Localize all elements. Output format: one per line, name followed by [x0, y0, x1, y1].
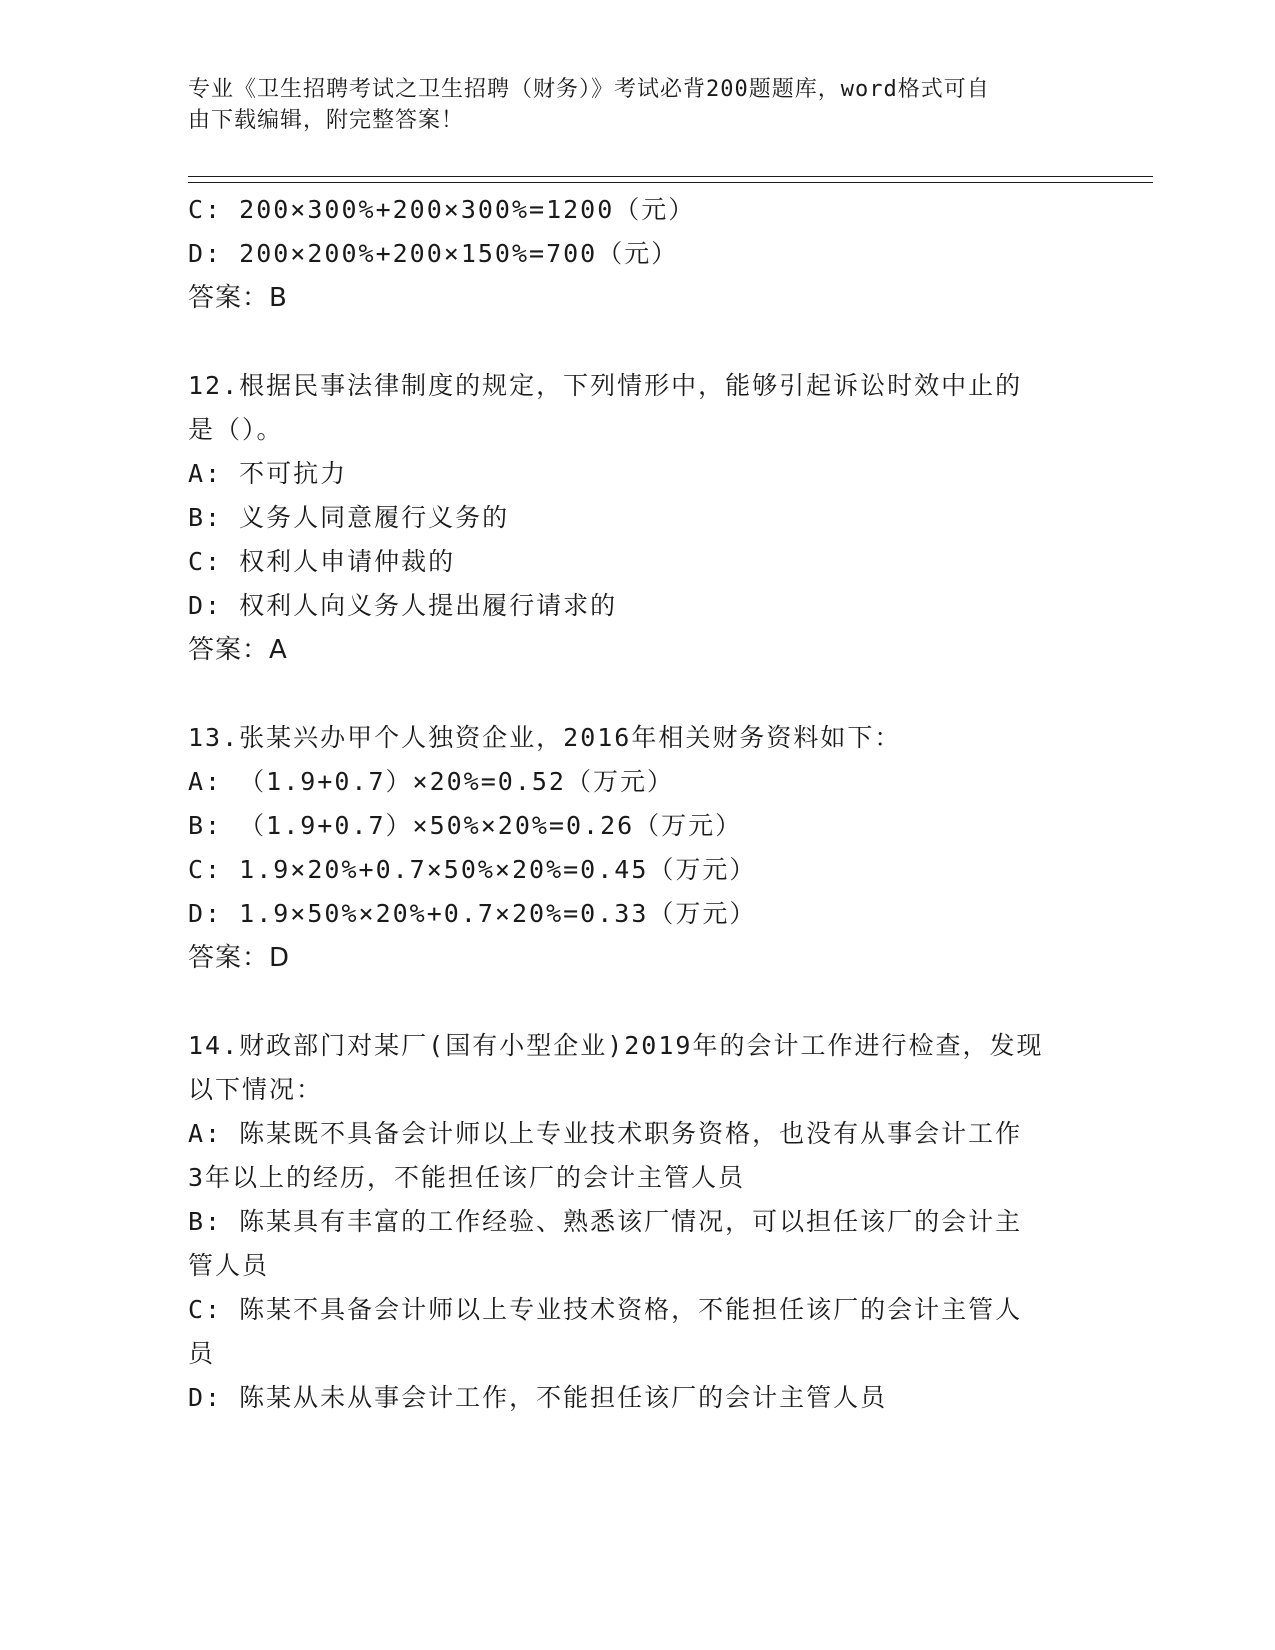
q14-stem-line-1: 14.财政部门对某厂(国有小型企业)2019年的会计工作进行检查，发现 [188, 1031, 1044, 1060]
q14-option-c-line-2: 员 [188, 1339, 216, 1368]
q12-option-d: D: 权利人向义务人提出履行请求的 [188, 591, 618, 620]
q14-option-a-line-2: 3年以上的经历，不能担任该厂的会计主管人员 [188, 1163, 746, 1192]
header-divider-top [188, 176, 1153, 177]
q12-option-c: C: 权利人申请仲裁的 [188, 547, 456, 576]
q14-option-c-line-1: C: 陈某不具备会计师以上专业技术资格，不能担任该厂的会计主管人 [188, 1295, 1023, 1324]
header-line-1: 专业《卫生招聘考试之卫生招聘（财务）》考试必背200题题库，word格式可自 [188, 77, 990, 102]
q12-stem-line-1: 12.根据民事法律制度的规定，下列情形中，能够引起诉讼时效中止的 [188, 371, 1023, 400]
q14-stem-line-2: 以下情况： [188, 1075, 324, 1104]
q12-stem-line-2: 是（）。 [188, 415, 284, 444]
q13-option-a: A: （1.9+0.7）×20%=0.52（万元） [188, 767, 674, 796]
q11-answer: 答案：B [188, 283, 288, 313]
q13-option-b: B: （1.9+0.7）×50%×20%=0.26（万元） [188, 811, 743, 840]
header-divider-bottom [188, 182, 1153, 183]
q14-option-a-line-1: A: 陈某既不具备会计师以上专业技术职务资格，也没有从事会计工作 [188, 1119, 1023, 1148]
q14-option-b-line-1: B: 陈某具有丰富的工作经验、熟悉该厂情况，可以担任该厂的会计主 [188, 1207, 1023, 1236]
header-line-2: 由下载编辑，附完整答案！ [188, 108, 465, 133]
q14-option-b-line-2: 管人员 [188, 1251, 270, 1280]
q11-option-d: D: 200×200%+200×150%=700（元） [188, 239, 679, 268]
q12-answer: 答案：A [188, 635, 288, 665]
q13-option-d: D: 1.9×50%×20%+0.7×20%=0.33（万元） [188, 899, 757, 928]
q11-option-c: C: 200×300%+200×300%=1200（元） [188, 195, 696, 224]
document-header [188, 74, 1068, 136]
q13-stem: 13.张某兴办甲个人独资企业，2016年相关财务资料如下： [188, 723, 902, 752]
q14-option-d: D: 陈某从未从事会计工作，不能担任该厂的会计主管人员 [188, 1383, 888, 1412]
q13-option-c: C: 1.9×20%+0.7×50%×20%=0.45（万元） [188, 855, 757, 884]
q12-option-b: B: 义务人同意履行义务的 [188, 503, 510, 532]
q13-answer: 答案：D [188, 943, 291, 973]
q12-option-a: A: 不可抗力 [188, 459, 348, 488]
